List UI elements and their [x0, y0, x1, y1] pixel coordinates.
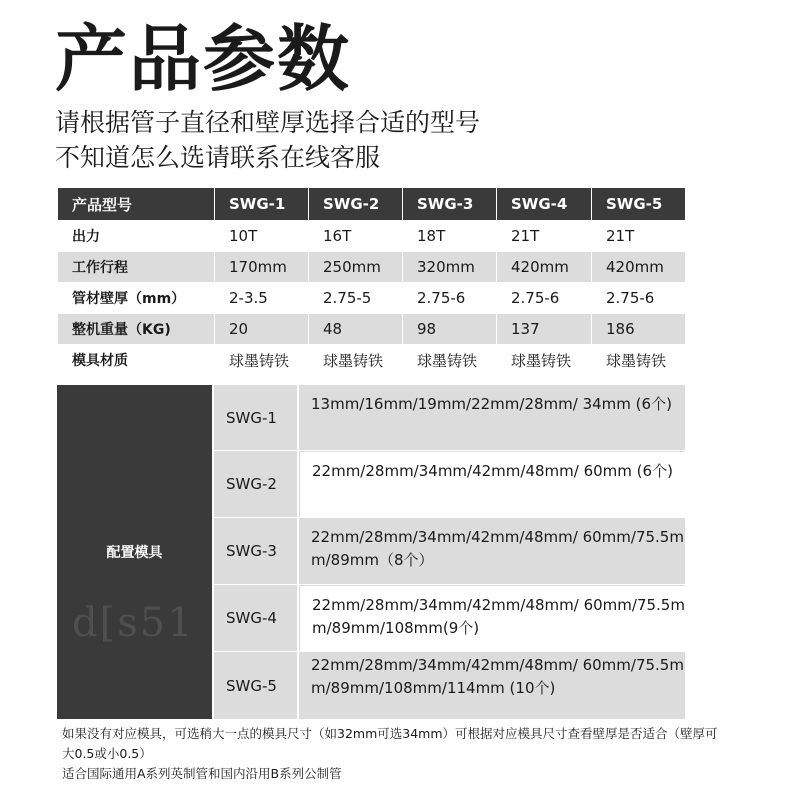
table-cell: 球墨铸铁 — [592, 345, 686, 376]
config-model: SWG-1 — [214, 385, 297, 450]
config-sizes: 22mm/28mm/34mm/42mm/48mm/ 60mm/75.5mm/89mm（8个） — [299, 518, 685, 584]
page-title: 产品参数 — [55, 17, 352, 101]
watermark: d[s51 — [72, 600, 195, 646]
note-pipe-series: 适合国际通用A系列英制管和国内沿用B系列公制管 — [62, 766, 342, 781]
table-cell: 球墨铸铁 — [403, 345, 497, 376]
subtitle-line-1: 请根据管子直径和壁厚选择合适的型号 — [55, 108, 481, 137]
table-cell: 320mm — [403, 252, 497, 283]
die-config-section — [57, 385, 685, 719]
table-cell: 48 — [309, 314, 403, 345]
config-row-swg-3 — [214, 518, 685, 584]
table-cell: 21T — [592, 221, 686, 252]
header-cell-swg-3: SWG-3 — [403, 188, 497, 221]
config-sizes: 22mm/28mm/34mm/42mm/48mm/ 60mm (6个) — [299, 451, 685, 517]
table-cell: 16T — [309, 221, 403, 252]
header-cell-swg-4: SWG-4 — [497, 188, 592, 221]
config-model: SWG-3 — [214, 518, 297, 584]
table-cell: 20 — [215, 314, 309, 345]
config-sizes: 22mm/28mm/34mm/42mm/48mm/ 60mm/75.5mm/89mm/108mm(9个) — [299, 585, 685, 651]
config-row-swg-1 — [214, 385, 685, 450]
table-cell: 420mm — [592, 252, 686, 283]
header-cell-model-label: 产品型号 — [58, 188, 215, 221]
table-cell: 170mm — [215, 252, 309, 283]
spec-table — [57, 187, 686, 376]
table-cell: 2-3.5 — [215, 283, 309, 314]
header-cell-swg-5: SWG-5 — [592, 188, 686, 221]
table-cell: 球墨铸铁 — [309, 345, 403, 376]
header-cell-swg-2: SWG-2 — [309, 188, 403, 221]
table-cell: 2.75-6 — [592, 283, 686, 314]
table-cell: 18T — [403, 221, 497, 252]
config-row-swg-2 — [214, 451, 685, 517]
table-cell: 10T — [215, 221, 309, 252]
row-label: 整机重量（KG) — [58, 314, 215, 345]
row-label: 工作行程 — [58, 252, 215, 283]
subtitle-line-2: 不知道怎么选请联系在线客服 — [55, 143, 381, 172]
table-cell: 420mm — [497, 252, 592, 283]
spec-row-weight — [58, 314, 686, 345]
spec-row-die-material — [58, 345, 686, 376]
config-sizes: 13mm/16mm/19mm/22mm/28mm/ 34mm (6个) — [299, 385, 685, 450]
table-cell: 250mm — [309, 252, 403, 283]
config-row-swg-5 — [214, 652, 685, 719]
table-cell: 21T — [497, 221, 592, 252]
table-cell: 2.75-5 — [309, 283, 403, 314]
spec-row-wall-thickness — [58, 283, 686, 314]
header-cell-swg-1: SWG-1 — [215, 188, 309, 221]
spec-row-force — [58, 221, 686, 252]
table-cell: 球墨铸铁 — [497, 345, 592, 376]
config-model: SWG-5 — [214, 652, 297, 719]
table-cell: 137 — [497, 314, 592, 345]
config-model: SWG-2 — [214, 451, 297, 517]
table-cell: 186 — [592, 314, 686, 345]
config-model: SWG-4 — [214, 585, 297, 651]
table-cell: 球墨铸铁 — [215, 345, 309, 376]
config-label: 配置模具 — [57, 385, 212, 719]
table-cell: 98 — [403, 314, 497, 345]
table-cell: 2.75-6 — [403, 283, 497, 314]
spec-header-row — [58, 188, 686, 221]
row-label: 出力 — [58, 221, 215, 252]
row-label: 管材壁厚（mm） — [58, 283, 215, 314]
row-label: 模具材质 — [58, 345, 215, 376]
config-row-swg-4 — [214, 585, 685, 651]
table-cell: 2.75-6 — [497, 283, 592, 314]
config-sizes: 22mm/28mm/34mm/42mm/48mm/ 60mm/75.5mm/89mm/108mm/114mm (10个) — [299, 652, 685, 719]
note-die-selection: 如果没有对应模具，可选稍大一点的模具尺寸（如32mm可选34mm）可根据对应模具尺寸查看壁厚是否适合（壁厚可大0.5或小0.5） — [62, 726, 718, 761]
spec-row-stroke — [58, 252, 686, 283]
